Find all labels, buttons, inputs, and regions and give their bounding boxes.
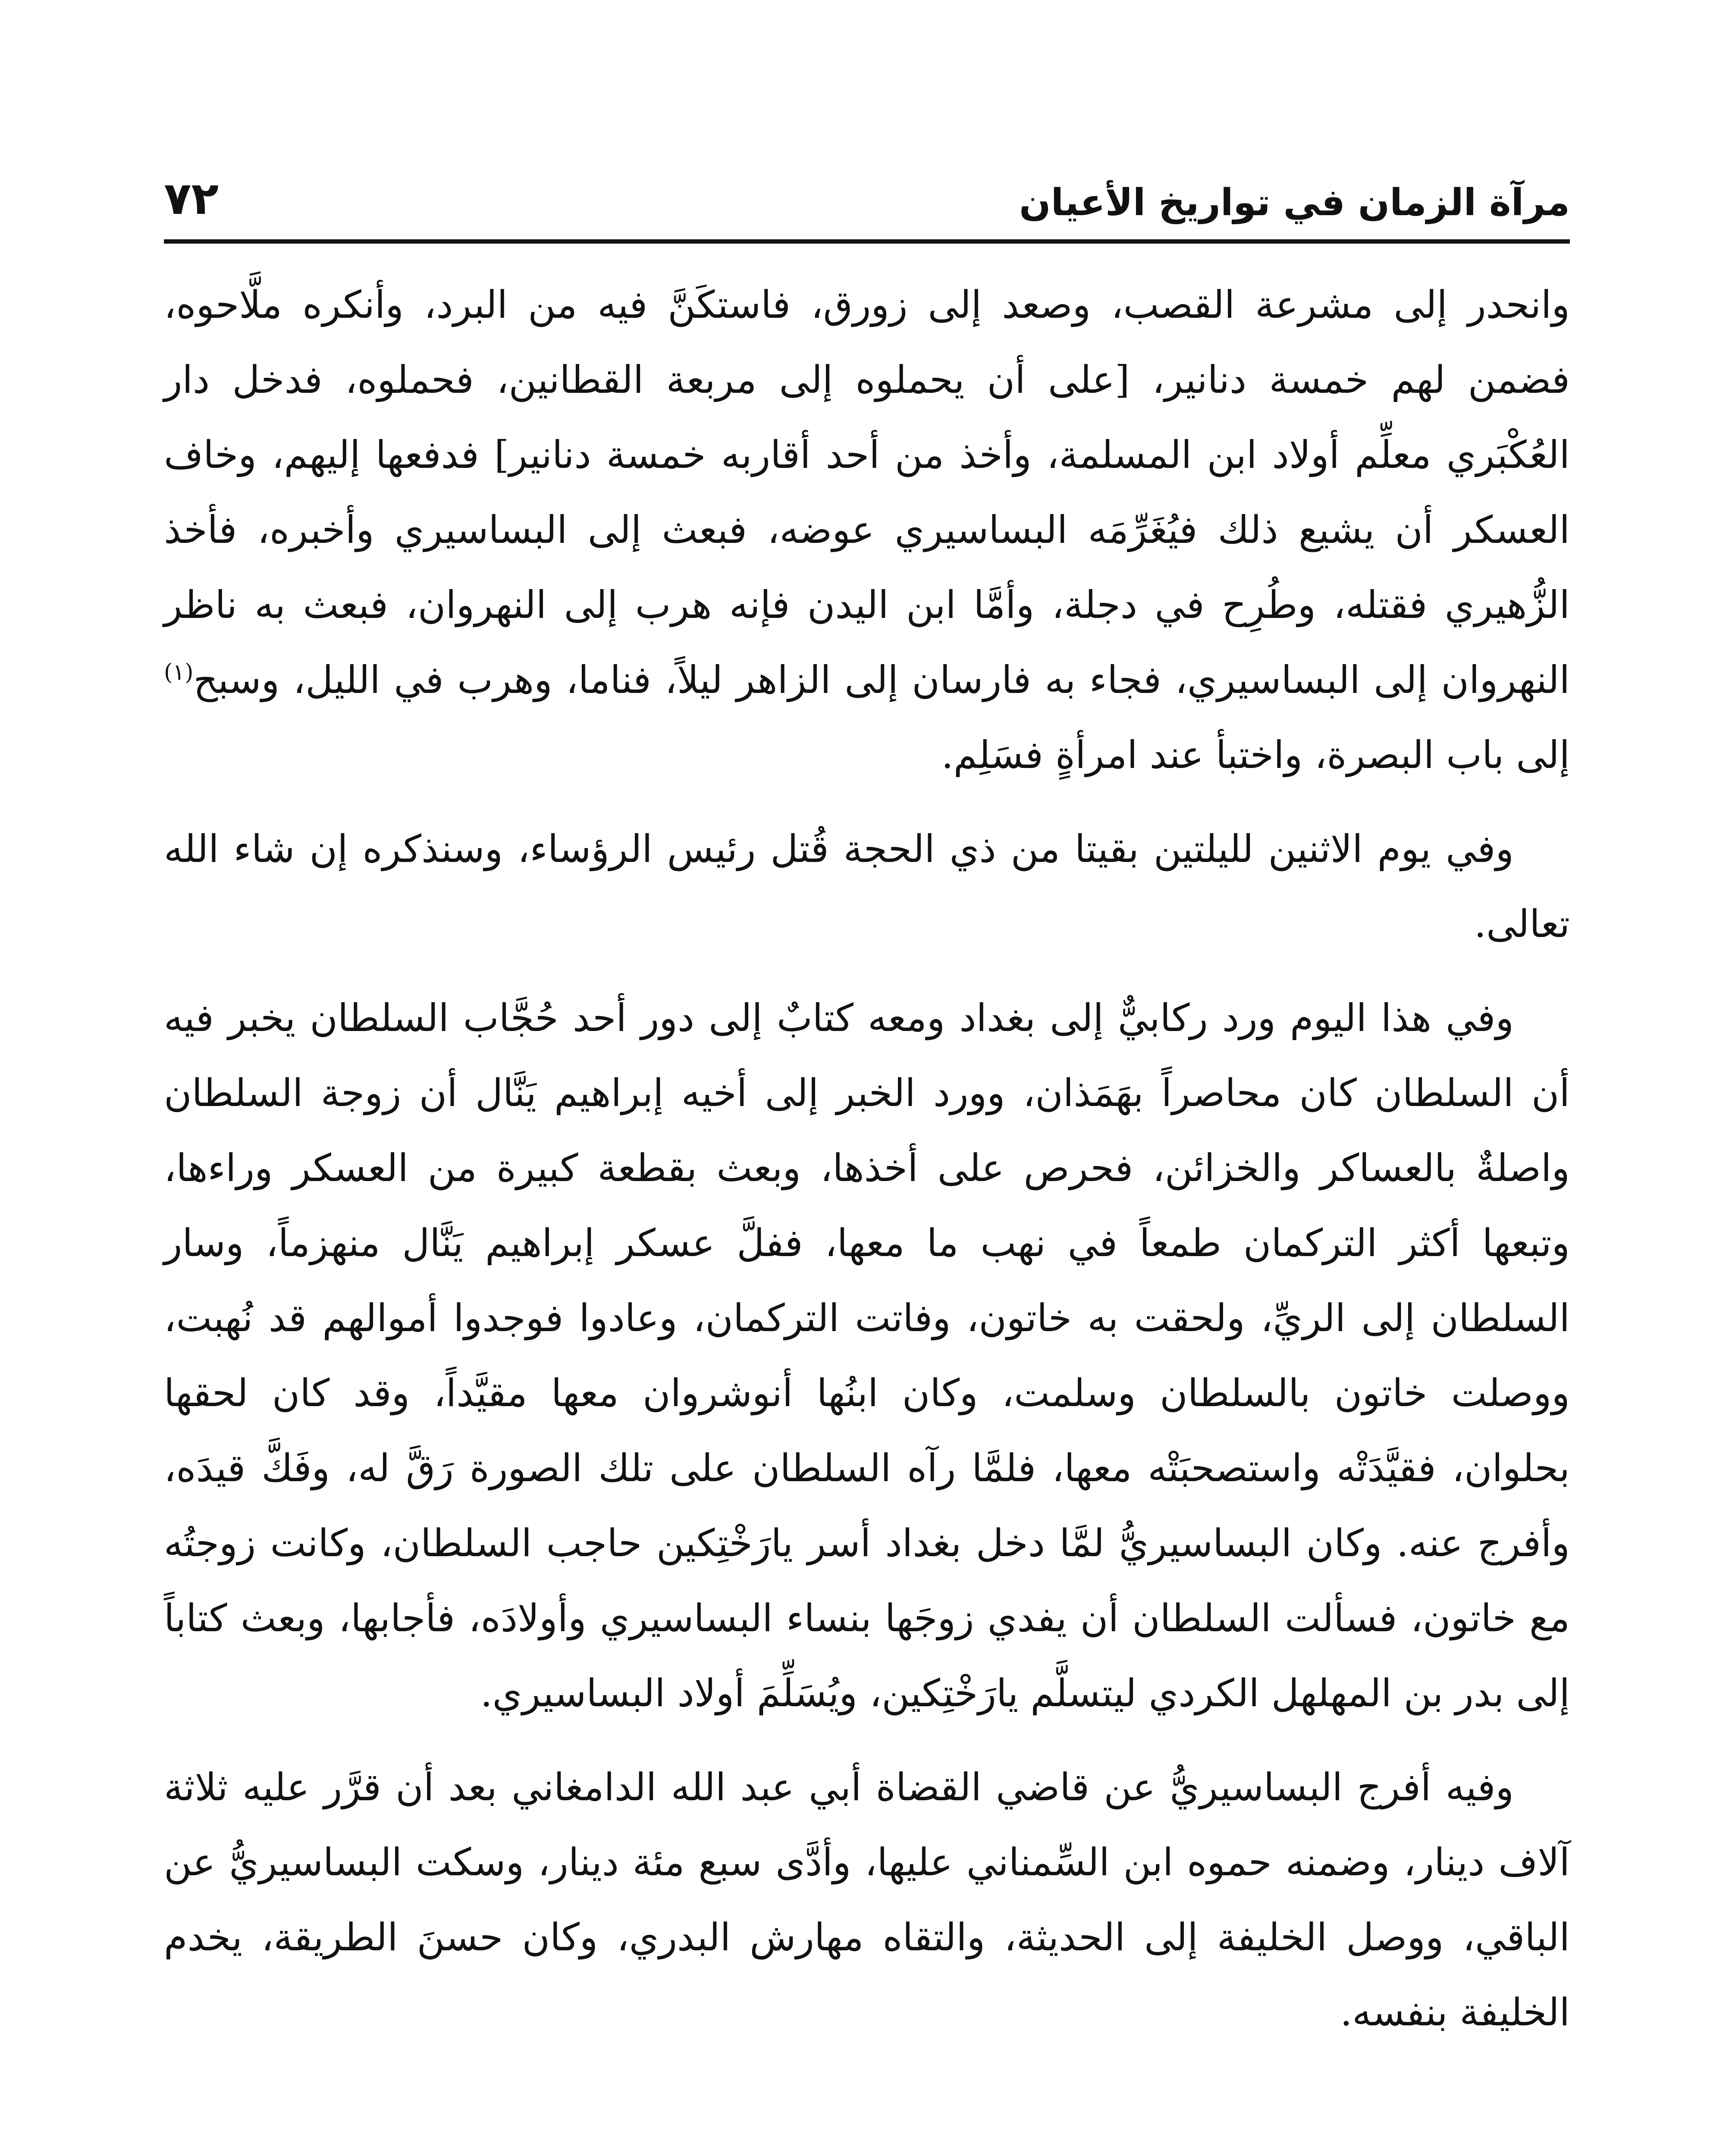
paragraph-4: وفيه أفرج البساسيريُّ عن قاضي القضاة أبي عبد الله الدامغاني بعد أن قرَّر عليه ثلاثة آلاف دينار، وضمنه حموه ابن السِّمناني عليها، وأدَّى سبع مئة دينار، وسكت البساسيريُّ عن الباقي، ووصل الخليفة إلى الحديثة، والتقاه مهارش البدري، وكان حسنَ الطريقة، يخدم الخليفة بنفسه. — [164, 1765, 1570, 2034]
paragraph-1-text-end: إلى باب البصرة، واختبأ عند امرأةٍ فسَلِم. — [941, 733, 1570, 777]
footnote-marker: (١) — [164, 659, 194, 686]
main-text — [164, 267, 1570, 2050]
running-header — [164, 164, 1570, 237]
paragraph-1-text: وانحدر إلى مشرعة القصب، وصعد إلى زورق، فاستكَنَّ فيه من البرد، وأنكره ملَّاحوه، فضمن لهم خمسة دنانير، [على أن يحملوه إلى مربعة القطانين، فحملوه، فدخل دار العُكْبَري معلِّم أولاد ابن المسلمة، وأخذ من أحد أقاربه خمسة دنانير] فدفعها إليهم، وخاف العسكر أن يشيع ذلك فيُغَرِّمَه البساسيري عوضه، فبعث إلى البساسيري وأخبره، فأخذ الزُّهيري فقتله، وطُرِح في دجلة، وأمَّا ابن اليدن فإنه هرب إلى النهروان، فبعث به ناظر النهروان إلى البساسيري، فجاء به فارسان إلى الزاهر ليلاً، فناما، وهرب في الليل، وسبح — [164, 282, 1570, 702]
running-title: مرآة الزمان في تواريخ الأعيان — [1019, 181, 1570, 224]
paragraph-1 — [164, 267, 1570, 793]
paragraph-2: وفي يوم الاثنين لليلتين بقيتا من ذي الحجة قُتل رئيس الرؤساء، وسنذكره إن شاء الله تعالى. — [164, 827, 1570, 946]
header-rule — [164, 239, 1570, 244]
paragraph-3: وفي هذا اليوم ورد ركابيٌّ إلى بغداد ومعه كتابٌ إلى دور أحد حُجَّاب السلطان يخبر فيه أن السلطان كان محاصراً بهَمَذان، وورد الخبر إلى أخيه إبراهيم يَنَّال أن زوجة السلطان واصلةٌ بالعساكر والخزائن، فحرص على أخذها، وبعث بقطعة كبيرة من العسكر وراءها، وتبعها أكثر التركمان طمعاً في نهب ما معها، ففلَّ عسكر إبراهيم يَنَّال منهزماً، وسار السلطان إلى الريِّ، ولحقت به خاتون، وفاتت التركمان، وعادوا فوجدوا أموالهم قد نُهبت، ووصلت خاتون بالسلطان وسلمت، وكان ابنُها أنوشروان معها مقيَّداً، وقد كان لحقها بحلوان، فقيَّدَتْه واستصحبَتْه معها، فلمَّا رآه السلطان على تلك الصورة رَقَّ له، وفَكَّ قيدَه، وأفرج عنه. وكان البساسيريُّ لمَّا دخل بغداد أسر يارَخْتِكين حاجب السلطان، وكانت زوجتُه مع خاتون، فسألت السلطان أن يفدي زوجَها بنساء البساسيري وأولادَه، فأجابها، وبعث كتاباً إلى بدر بن المهلهل الكردي ليتسلَّم يارَخْتِكين، ويُسَلِّمَ أولاد البساسيري. — [164, 996, 1570, 1715]
page-number: ٧٢ — [164, 172, 219, 225]
